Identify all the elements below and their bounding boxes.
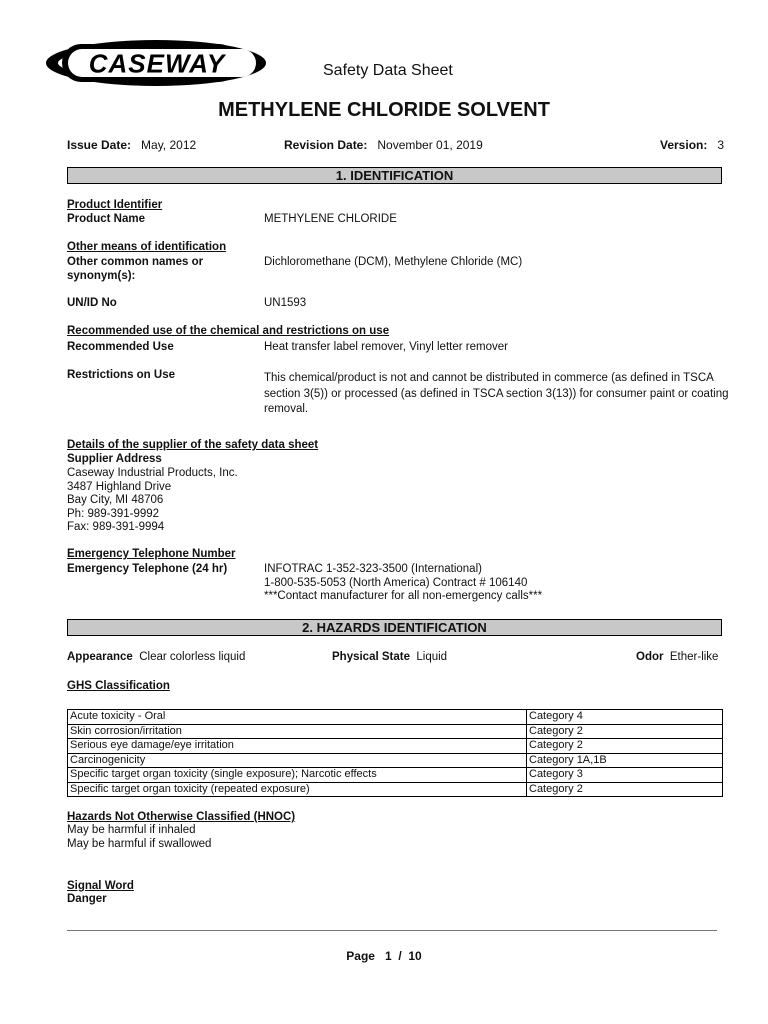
supplier-address-label: Supplier Address [67,453,162,465]
caseway-logo [44,38,268,88]
recommended-use-heading: Recommended use of the chemical and restrictions on use [67,325,390,337]
recommended-use-label: Recommended Use [67,341,174,353]
version-value: 3 [717,138,725,152]
ghs-hazard: Skin corrosion/irritation [68,724,527,739]
revision-date-label: Revision Date: [284,138,368,152]
doc-title: METHYLENE CHLORIDE SOLVENT [218,99,550,121]
hnoc-line: May be harmful if inhaled [67,824,196,836]
supplier-line: 3487 Highland Drive [67,480,172,493]
page-current: 1 [384,949,392,963]
appearance-label: Appearance [67,651,133,663]
version-label: Version: [660,138,708,152]
ghs-category: Category 1A,1B [527,753,723,768]
hnoc-list [67,824,211,851]
emergency-label: Emergency Telephone (24 hr) [67,563,228,575]
page-indicator [0,949,768,963]
restrictions-line: removal. [264,403,309,415]
supplier-heading: Details of the supplier of the safety data sheet [67,439,319,451]
supplier-address [67,467,238,535]
signal-word-heading: Signal Word [67,880,134,892]
physical-state-value: Liquid [416,651,448,663]
odor [636,651,718,665]
table-row [68,768,723,783]
restrictions-value [264,371,729,418]
ghs-heading: GHS Classification [67,680,170,692]
page-total: 10 [408,949,422,963]
physical-state [332,651,447,665]
appearance [67,651,245,665]
issue-date [67,138,196,152]
revision-date [284,138,483,152]
odor-label: Odor [636,651,664,663]
emergency-line: INFOTRAC 1-352-323-3500 (International) [264,563,482,575]
table-row [68,753,723,768]
page-label: Page [346,949,375,963]
revision-date-value: November 01, 2019 [377,138,483,152]
emergency-value [264,563,542,604]
ghs-category: Category 4 [527,710,723,725]
product-identifier-heading: Product Identifier [67,199,163,211]
section-2-heading: 2. HAZARDS IDENTIFICATION [67,619,722,636]
odor-value: Ether-like [669,651,719,663]
page-separator: / [398,949,402,963]
table-row [68,710,723,725]
other-names-value: Dichloromethane (DCM), Methylene Chloride (MC) [264,256,523,268]
doc-type: Safety Data Sheet [323,62,453,79]
ghs-hazard: Carcinogenicity [68,753,527,768]
product-name-label: Product Name [67,213,145,225]
ghs-category: Category 3 [527,768,723,783]
supplier-line: Bay City, MI 48706 [67,494,164,506]
ghs-hazard: Serious eye damage/eye irritation [68,739,527,754]
footer-divider [67,930,717,931]
restrictions-label: Restrictions on Use [67,369,175,381]
other-means-heading: Other means of identification [67,241,227,253]
hnoc-line: May be harmful if swallowed [67,837,212,850]
supplier-line: Ph: 989-391-9992 [67,507,160,520]
restrictions-line: section 3(5)) or processed (as defined in TSCA section 3(13)) for consumer paint or coating [264,387,729,400]
signal-word-value: Danger [67,893,107,905]
emergency-line: ***Contact manufacturer for all non-emergency calls*** [264,590,543,602]
section-1-heading: 1. IDENTIFICATION [67,167,722,184]
ghs-category: Category 2 [527,724,723,739]
restrictions-line: This chemical/product is not and cannot be distributed in commerce (as defined in TSCA [264,372,714,384]
table-row [68,724,723,739]
physical-state-label: Physical State [332,651,410,663]
emergency-heading: Emergency Telephone Number [67,548,236,560]
other-names-label-1: Other common names or [67,256,204,268]
ghs-category: Category 2 [527,782,723,797]
table-row [68,782,723,797]
ghs-hazard: Specific target organ toxicity (single exposure); Narcotic effects [68,768,527,783]
version [660,138,724,152]
supplier-line: Fax: 989-391-9994 [67,521,165,533]
other-names-label-2: synonym(s): [67,270,136,282]
product-name-value: METHYLENE CHLORIDE [264,213,397,225]
unid-label: UN/ID No [67,297,117,309]
issue-date-label: Issue Date: [67,138,132,152]
supplier-line: Caseway Industrial Products, Inc. [67,467,238,479]
appearance-value: Clear colorless liquid [139,651,246,663]
hnoc-heading: Hazards Not Otherwise Classified (HNOC) [67,811,296,823]
emergency-line: 1-800-535-5053 (North America) Contract # 106140 [264,576,528,589]
logo-text: CASEWAY [88,48,226,79]
ghs-category: Category 2 [527,739,723,754]
ghs-hazard: Specific target organ toxicity (repeated exposure) [68,782,527,797]
table-row [68,739,723,754]
unid-value: UN1593 [264,297,307,309]
ghs-table [67,709,723,797]
recommended-use-value: Heat transfer label remover, Vinyl letter remover [264,341,508,353]
ghs-hazard: Acute toxicity - Oral [68,710,527,725]
issue-date-value: May, 2012 [141,138,197,152]
